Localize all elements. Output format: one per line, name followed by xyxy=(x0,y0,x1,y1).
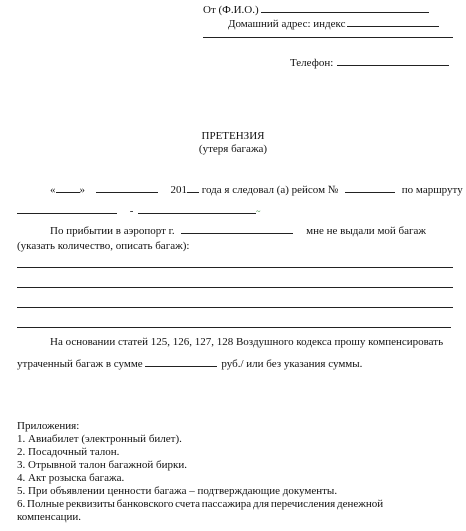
attachment-item-continuation: компенсации. xyxy=(17,511,82,523)
basis-text-a: утраченный багаж в сумме xyxy=(17,358,143,370)
address-line-2[interactable] xyxy=(203,37,453,38)
address-label: Домашний адрес: индекс xyxy=(228,18,346,30)
arrival-text: По прибытии в аэропорт г. xyxy=(50,225,175,237)
phone-row xyxy=(290,55,449,70)
specify-text: (указать количество, описать багаж): xyxy=(17,240,190,252)
date-close-quote: » xyxy=(79,184,85,196)
attachment-item: 5. При объявлении ценности багажа – подтверждающие документы. xyxy=(17,485,338,497)
date-open-quote: « xyxy=(50,184,56,196)
attachment-item: 2. Посадочный талон. xyxy=(17,446,120,458)
month-field[interactable] xyxy=(96,182,158,193)
arrival-line xyxy=(50,223,426,238)
description-line-2[interactable] xyxy=(17,287,453,288)
year-field[interactable] xyxy=(187,182,199,193)
route-to-field[interactable] xyxy=(138,203,256,214)
airport-city-field[interactable] xyxy=(181,223,293,234)
flight-number-field[interactable] xyxy=(345,182,395,193)
route-text: по маршруту xyxy=(401,184,463,196)
basis-text-b: руб./ или без указания суммы. xyxy=(221,358,363,370)
from-row xyxy=(203,2,429,17)
route-line xyxy=(17,203,261,218)
attachment-item: 3. Отрывной талон багажной бирки. xyxy=(17,459,188,471)
attachments-heading: Приложения: xyxy=(17,420,80,432)
description-line-4[interactable] xyxy=(17,327,451,328)
document-title: ПРЕТЕНЗИЯ xyxy=(201,130,265,142)
attachment-item: 4. Акт розыска багажа. xyxy=(17,472,125,484)
route-dash: - xyxy=(129,205,134,217)
from-label: От (Ф.И.О.) xyxy=(203,4,259,16)
attachment-item: 1. Авиабилет (электронный билет). xyxy=(17,433,182,445)
from-field[interactable] xyxy=(261,2,429,13)
attachment-item: 6. Полные реквизиты банковского счета пассажира для перечисления денежной xyxy=(17,498,384,510)
amount-field[interactable] xyxy=(145,356,217,367)
document-subtitle: (утеря багажа) xyxy=(198,143,268,155)
year-prefix: 201 xyxy=(170,184,187,196)
spellcheck-mark-icon: ~ xyxy=(256,207,261,216)
basis-line-2 xyxy=(17,356,362,371)
address-field[interactable] xyxy=(347,16,439,27)
route-from-field[interactable] xyxy=(17,203,117,214)
day-field[interactable] xyxy=(56,182,80,193)
flight-text: года я следовал (а) рейсом № xyxy=(201,184,339,196)
flight-line xyxy=(50,182,463,197)
description-line-1[interactable] xyxy=(17,267,453,268)
description-line-3[interactable] xyxy=(17,307,453,308)
phone-label: Телефон: xyxy=(290,57,334,69)
not-given-text: мне не выдали мой багаж xyxy=(306,225,427,237)
phone-field[interactable] xyxy=(337,55,449,66)
basis-line-1: На основании статей 125, 126, 127, 128 Воздушного кодекса прошу компенсировать xyxy=(50,336,444,348)
address-row xyxy=(228,16,439,31)
